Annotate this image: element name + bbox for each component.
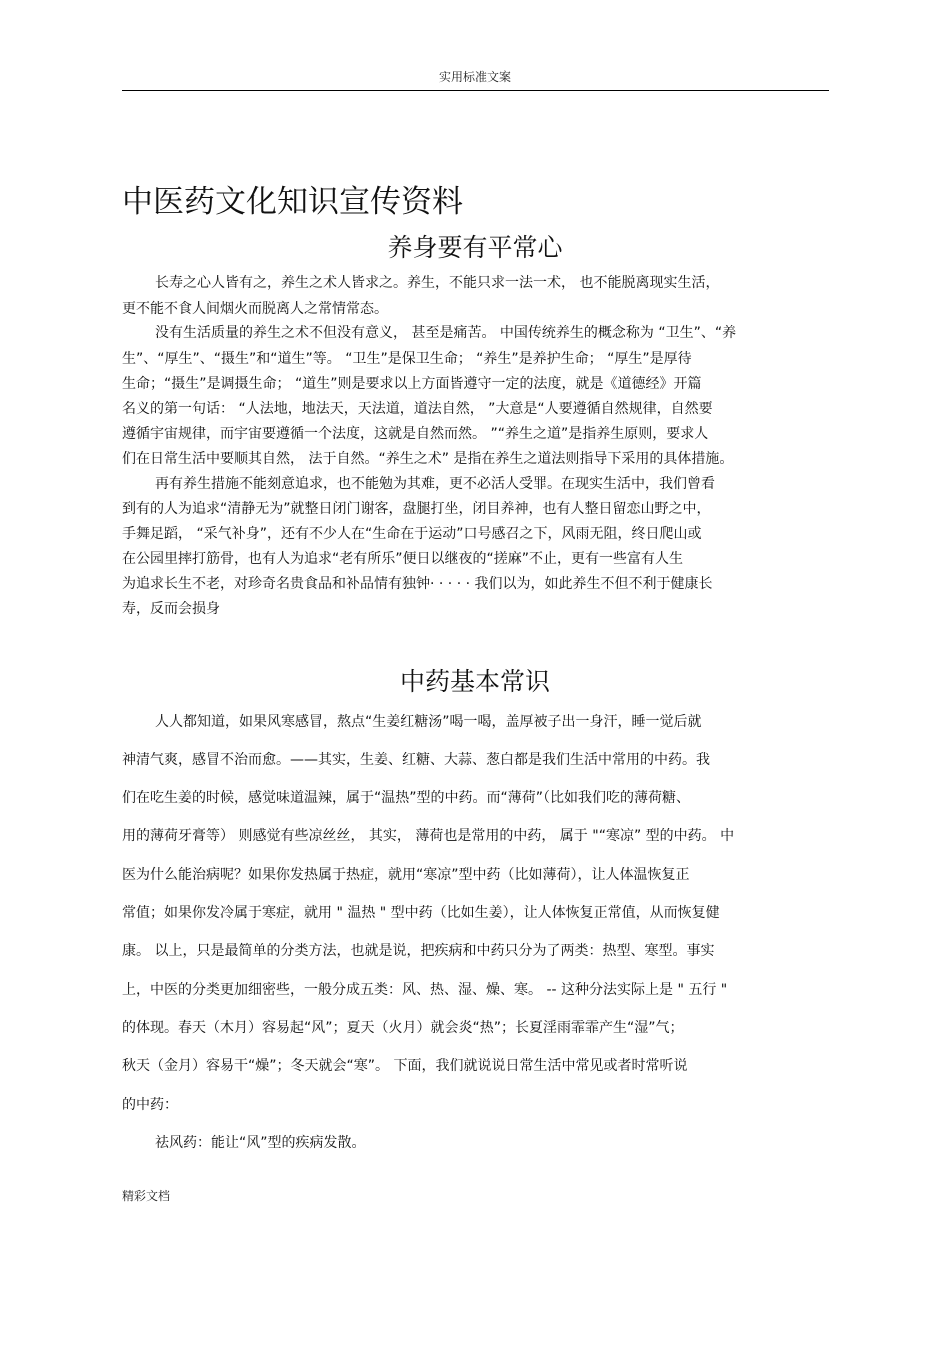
paragraph-line: 人人都知道，如果风寒感冒，熬点“生姜红糖汤”喝一喝，盖厚被子出一身汗，睡一觉后就 [155, 714, 702, 730]
paragraph-line: 为追求长生不老，对珍奇名贵食品和补品情有独钟· · · · · 我们以为，如此养生不但不利于健康长 [122, 576, 713, 592]
paragraph-line: 长寿之心人皆有之，养生之术人皆求之。养生，不能只求一法一术， 也不能脱离现实生活， [155, 275, 720, 291]
paragraph-line: 遵循宇宙规律，而宇宙要遵循一个法度，这就是自然而然。 ”“养生之道”是指养生原则，要求人 [122, 426, 709, 442]
header-divider [122, 90, 829, 91]
paragraph-line: 们在吃生姜的时候，感觉味道温辣，属于“温热”型的中药。而“薄荷”（比如我们吃的薄荷糖、 [122, 790, 691, 806]
paragraph-line: 更不能不食人间烟火而脱离人之常情常态。 [122, 301, 388, 317]
paragraph-line: 的中药： [122, 1097, 178, 1113]
paragraph-line: 手舞足蹈， “采气补身”，还有不少人在“生命在于运动”口号感召之下，风雨无阻，终日爬山或 [122, 526, 702, 542]
paragraph-line: 在公园里摔打筋骨，也有人为追求“老有所乐”便日以继夜的“搓麻”不止，更有一些富有人生 [122, 551, 684, 567]
paragraph-line: 们在日常生活中要顺其自然， 法于自然。“养生之术” 是指在养生之道法则指导下采用的具体措施。 [122, 451, 734, 467]
paragraph-line: 神清气爽，感冒不治而愈。——其实，生姜、红糖、大蒜、葱白都是我们生活中常用的中药。我 [122, 752, 710, 768]
paragraph-line: 再有养生措施不能刻意追求，也不能勉为其难，更不必活人受罪。在现实生活中，我们曾看 [155, 476, 715, 492]
paragraph-line: 生命；“摄生”是调摄生命； “道生”则是要求以上方面皆遵守一定的法度，就是《道德经》开篇 [122, 376, 702, 392]
paragraph-line: 秋天（金月）容易干“燥”；冬天就会“寒”。 下面，我们就说说日常生活中常见或者时常听说 [122, 1058, 688, 1074]
paragraph-line: 医为什么能治病呢？如果你发热属于热症，就用“寒凉”型中药（比如薄荷），让人体温恢复正 [122, 867, 690, 883]
page-footer: 精彩文档 [122, 1189, 171, 1203]
paragraph-line: 上，中医的分类更加细密些，一般分成五类：风、热、湿、燥、寒。 -- 这种分法实际上是 " 五行 " [122, 982, 728, 998]
paragraph-line: 生”、“厚生”、“摄生”和“道生”等。 “卫生”是保卫生命； “养生”是养护生命； “厚生”是厚待 [122, 351, 692, 367]
paragraph-line: 没有生活质量的养生之术不但没有意义， 甚至是痛苦。 中国传统养生的概念称为 “卫生”、“养 [155, 325, 737, 341]
paragraph-line: 名义的第一句话： “人法地，地法天，天法道，道法自然， ”大意是“人要遵循自然规律，自然要 [122, 401, 713, 417]
paragraph-line: 康。 以上，只是最简单的分类方法，也就是说，把疾病和中药只分为了两类：热型、寒型。事实 [122, 943, 715, 959]
document-title: 中医药文化知识宣传资料 [122, 184, 463, 220]
paragraph-line: 的体现。春天（木月）容易起“风”；夏天（火月）就会炎“热”；长夏淫雨霏霏产生“湿”气； [122, 1020, 684, 1036]
section-heading-tcm-basics: 中药基本常识 [399, 667, 550, 696]
section-heading-health: 养身要有平常心 [387, 233, 563, 262]
paragraph-line: 到有的人为追求“清静无为”就整日闭门谢客，盘腿打坐，闭目养神，也有人整日留恋山野之中， [122, 501, 711, 517]
paragraph-line: 用的薄荷牙膏等） 则感觉有些凉丝丝， 其实， 薄荷也是常用的中药， 属于 "“寒凉” 型的中药。 中 [122, 828, 735, 844]
paragraph-line: 寿，反而会损身 [122, 601, 220, 617]
page-header-title: 实用标准文案 [438, 70, 511, 84]
paragraph-line: 祛风药：能让“风”型的疾病发散。 [155, 1135, 366, 1151]
paragraph-line: 常值；如果你发冷属于寒症，就用 " 温热 " 型中药（比如生姜），让人体恢复正常值，从而恢复健 [122, 905, 720, 921]
